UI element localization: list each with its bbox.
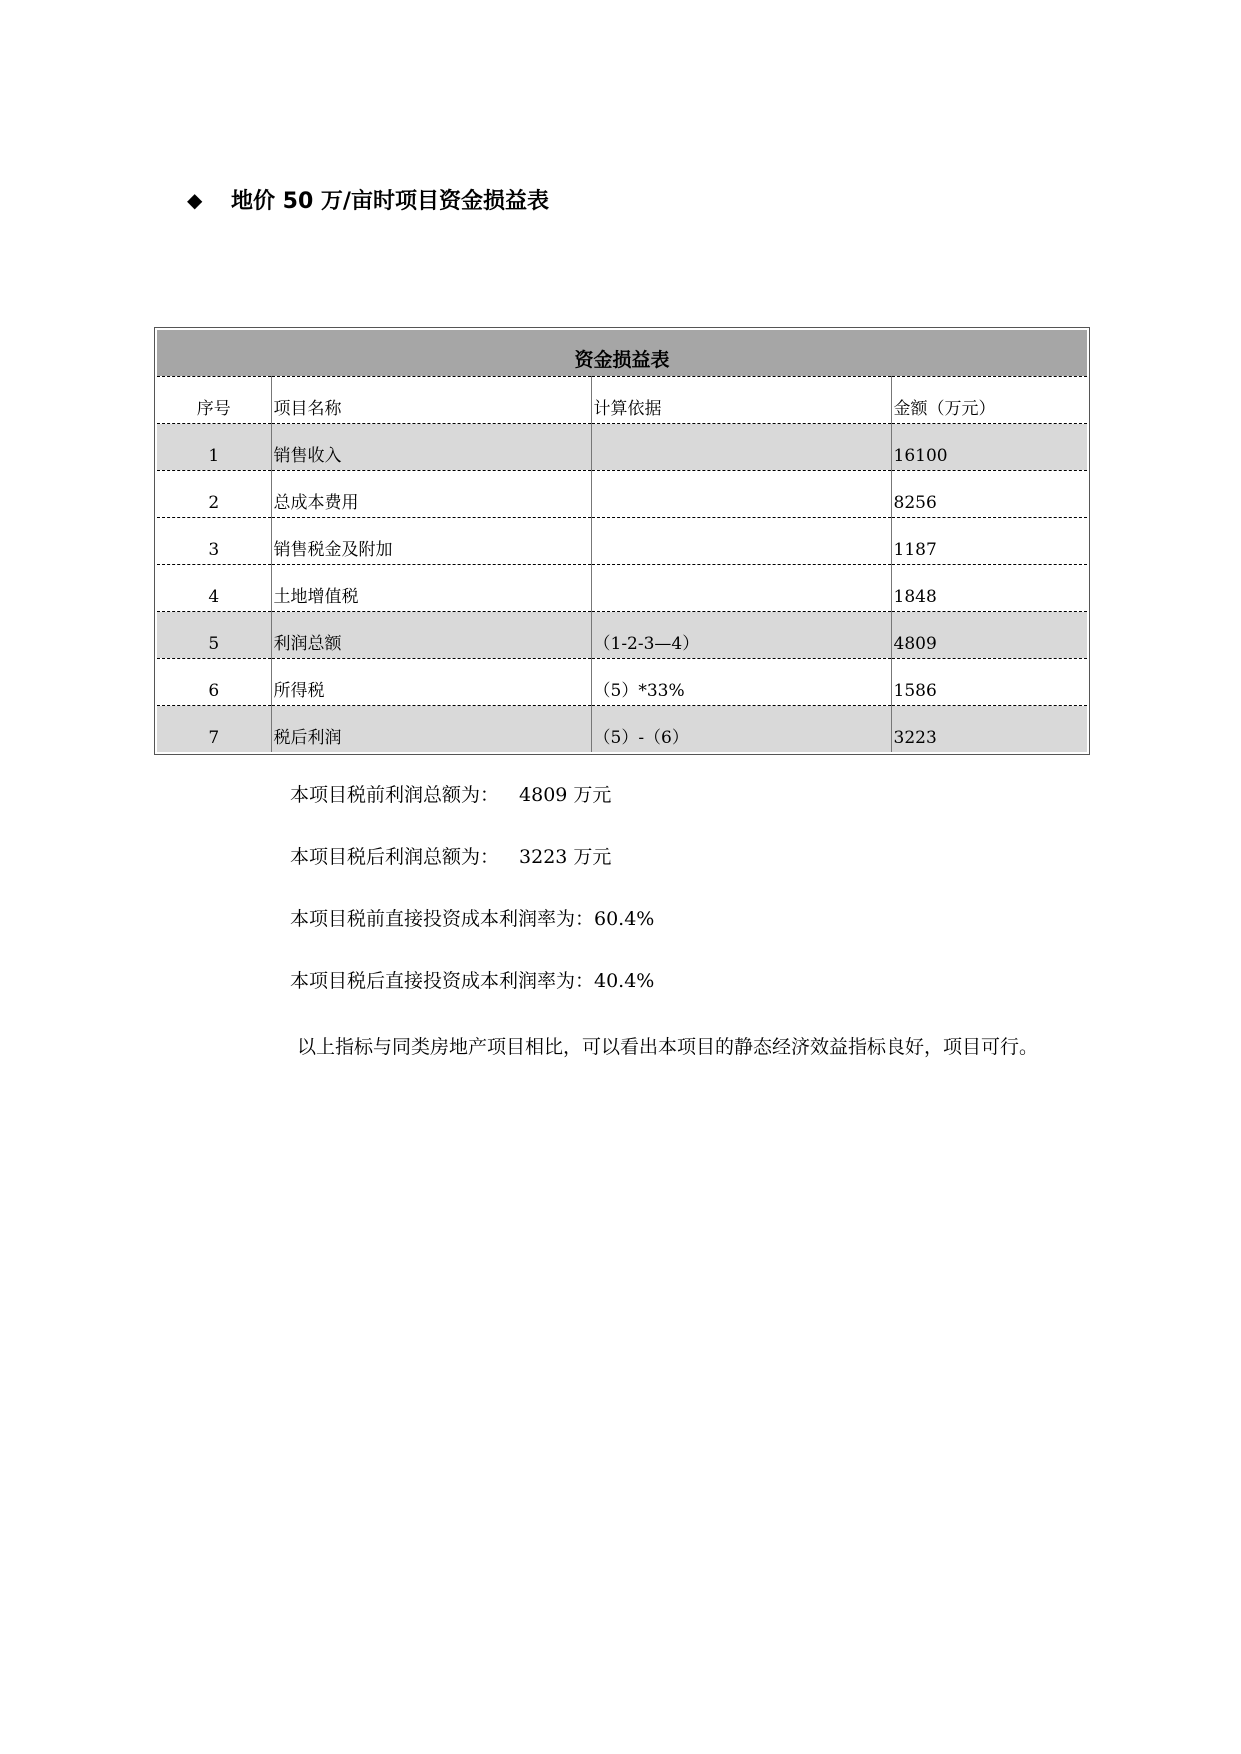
row-basis bbox=[591, 565, 891, 612]
row-amount: 8256 bbox=[891, 471, 1087, 518]
header-amount: 金额（万元） bbox=[891, 377, 1087, 424]
pretax-margin-line: 本项目税前直接投资成本利润率为：60.4% bbox=[290, 908, 655, 930]
header-no: 序号 bbox=[157, 377, 271, 424]
row-name: 土地增值税 bbox=[271, 565, 591, 612]
table-row bbox=[157, 612, 1087, 659]
row-no: 6 bbox=[157, 659, 271, 706]
row-amount: 1187 bbox=[891, 518, 1087, 565]
row-no: 5 bbox=[157, 612, 271, 659]
table-row bbox=[157, 518, 1087, 565]
table-caption: 资金损益表 bbox=[157, 330, 1087, 377]
row-basis: （5）-（6） bbox=[591, 706, 891, 753]
row-no: 1 bbox=[157, 424, 271, 471]
table-row bbox=[157, 471, 1087, 518]
aftertax-profit-line bbox=[290, 842, 611, 869]
row-amount: 1586 bbox=[891, 659, 1087, 706]
row-name: 税后利润 bbox=[271, 706, 591, 753]
table-header-row bbox=[157, 377, 1087, 424]
row-no: 3 bbox=[157, 518, 271, 565]
section-heading bbox=[187, 184, 549, 215]
conclusion-paragraph: 以上指标与同类房地产项目相比，可以看出本项目的静态经济效益指标良好，项目可行。 bbox=[297, 1036, 1039, 1058]
row-no: 7 bbox=[157, 706, 271, 753]
aftertax-profit-label: 本项目税后利润总额为： bbox=[290, 846, 500, 868]
row-basis bbox=[591, 424, 891, 471]
profit-loss-table bbox=[154, 327, 1090, 755]
row-no: 2 bbox=[157, 471, 271, 518]
row-basis: （5）*33% bbox=[591, 659, 891, 706]
row-name: 销售税金及附加 bbox=[271, 518, 591, 565]
pretax-profit-value: 4809 万元 bbox=[519, 784, 612, 806]
row-amount: 4809 bbox=[891, 612, 1087, 659]
table-row bbox=[157, 659, 1087, 706]
row-amount: 3223 bbox=[891, 706, 1087, 753]
table-row bbox=[157, 706, 1087, 753]
row-name: 利润总额 bbox=[271, 612, 591, 659]
diamond-bullet-icon: ◆ bbox=[187, 187, 203, 212]
row-basis bbox=[591, 518, 891, 565]
table-caption-row bbox=[157, 330, 1087, 377]
row-no: 4 bbox=[157, 565, 271, 612]
header-basis: 计算依据 bbox=[591, 377, 891, 424]
aftertax-margin-line: 本项目税后直接投资成本利润率为：40.4% bbox=[290, 970, 655, 992]
header-name: 项目名称 bbox=[271, 377, 591, 424]
aftertax-profit-value: 3223 万元 bbox=[519, 846, 612, 868]
row-name: 所得税 bbox=[271, 659, 591, 706]
pretax-profit-label: 本项目税前利润总额为： bbox=[290, 784, 500, 806]
row-amount: 16100 bbox=[891, 424, 1087, 471]
section-title: 地价 50 万/亩时项目资金损益表 bbox=[231, 189, 549, 214]
row-name: 总成本费用 bbox=[271, 471, 591, 518]
pretax-profit-line bbox=[290, 780, 611, 807]
table-row bbox=[157, 565, 1087, 612]
row-basis bbox=[591, 471, 891, 518]
row-basis: （1-2-3—4） bbox=[591, 612, 891, 659]
row-name: 销售收入 bbox=[271, 424, 591, 471]
row-amount: 1848 bbox=[891, 565, 1087, 612]
table-row bbox=[157, 424, 1087, 471]
